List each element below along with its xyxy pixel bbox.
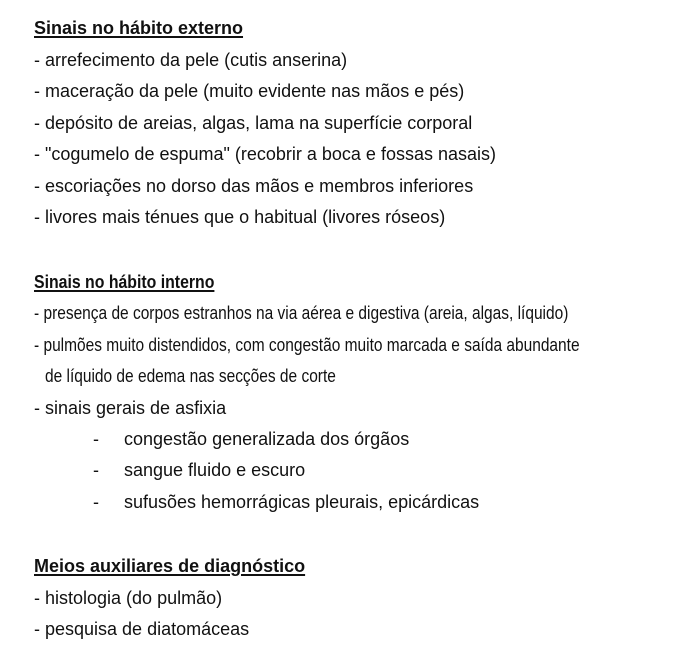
sub-list-dash: - — [93, 492, 99, 512]
list-item: - presença de corpos estranhos na via aérea e digestiva (areia, algas, líquido) — [34, 303, 569, 323]
sub-list-text: congestão generalizada dos órgãos — [124, 429, 410, 449]
list-item: - sinais gerais de asfixia — [34, 398, 227, 418]
list-item: - arrefecimento da pele (cutis anserina) — [34, 50, 348, 70]
sub-list-dash: - — [93, 429, 99, 449]
sub-list-text: sufusões hemorrágicas pleurais, epicárdicas — [124, 492, 480, 512]
list-item: - pulmões muito distendidos, com congestão muito marcada e saída abundante — [34, 335, 580, 355]
list-item: - histologia (do pulmão) — [34, 588, 223, 608]
list-item: - depósito de areias, algas, lama na superfície corporal — [34, 113, 473, 133]
list-item: - pesquisa de diatomáceas — [34, 619, 250, 639]
list-item: - escoriações no dorso das mãos e membros inferiores — [34, 176, 474, 196]
section-heading: Meios auxiliares de diagnóstico — [34, 556, 306, 576]
section-heading: Sinais no hábito externo — [34, 18, 244, 38]
list-item: - "cogumelo de espuma" (recobrir a boca e fossas nasais) — [34, 144, 496, 164]
section-heading: Sinais no hábito interno — [34, 272, 215, 292]
sub-list-dash: - — [93, 460, 99, 480]
list-item: - livores mais ténues que o habitual (livores róseos) — [34, 207, 446, 227]
sub-list-text: sangue fluido e escuro — [124, 460, 306, 480]
list-item: - maceração da pele (muito evidente nas mãos e pés) — [34, 81, 465, 101]
list-item-continuation: de líquido de edema nas secções de corte — [45, 366, 336, 386]
